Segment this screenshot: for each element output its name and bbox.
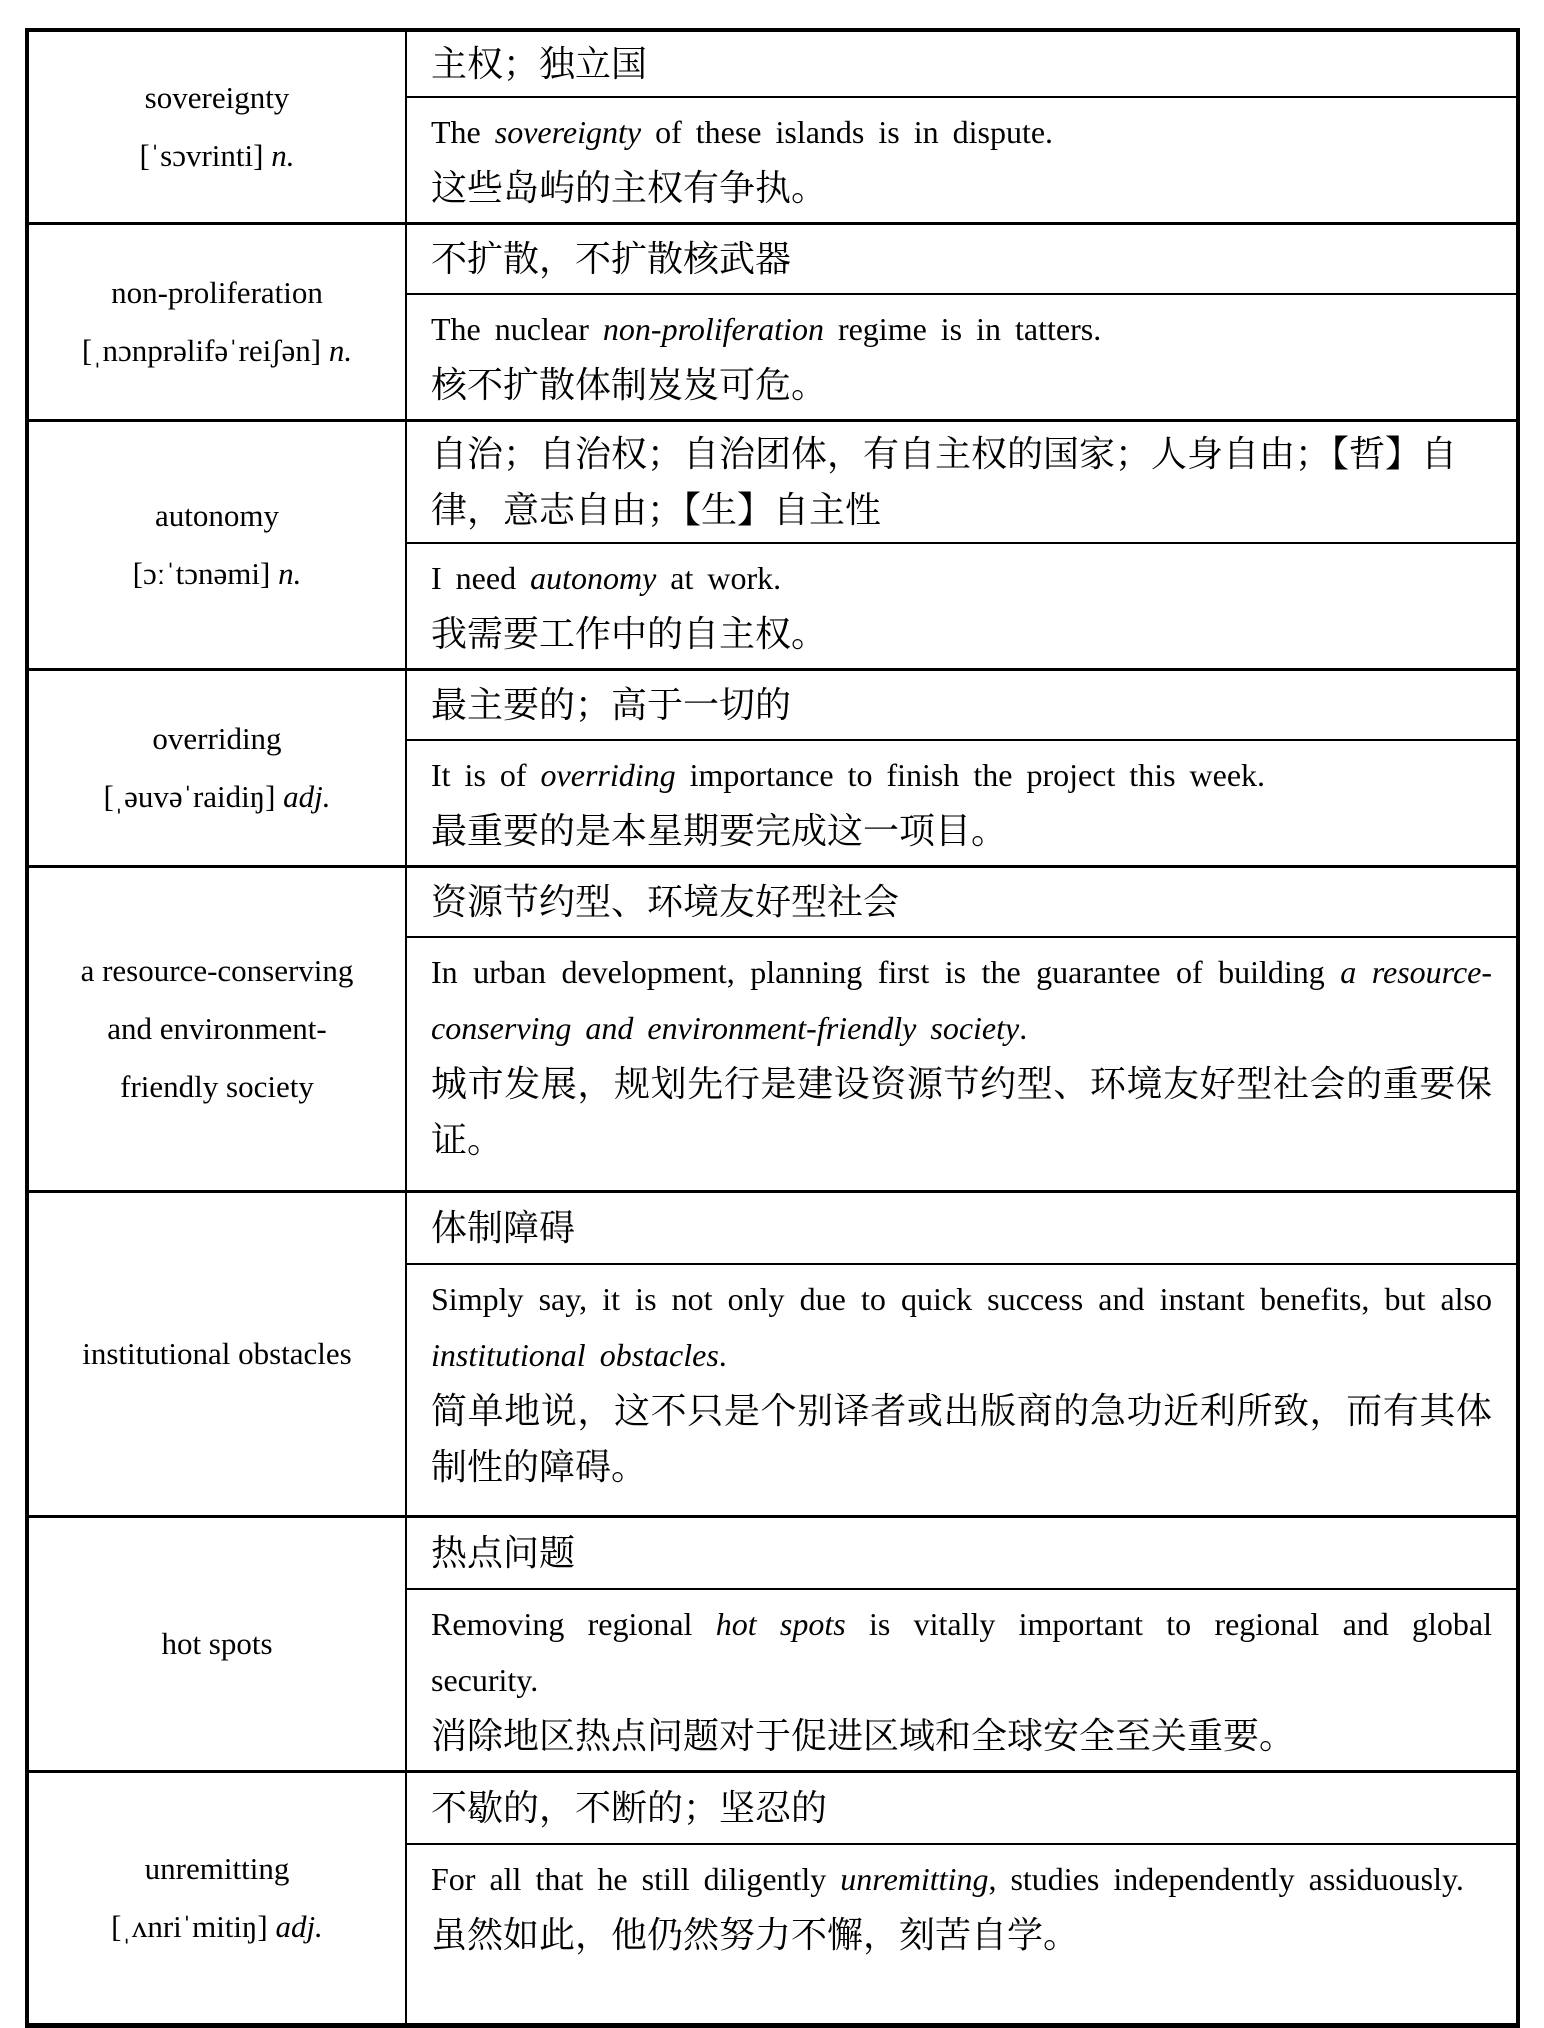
text: The nuclear <box>431 311 603 347</box>
example-english <box>431 944 1492 1056</box>
term-word <box>145 69 290 127</box>
example-cell <box>407 741 1516 865</box>
definition-example-column <box>407 422 1516 668</box>
definition-text: 不扩散，不扩散核武器 <box>431 239 792 279</box>
vocab-row <box>29 1190 1516 1515</box>
text: regime is in tatters. <box>823 311 1102 347</box>
term-cell <box>29 32 407 222</box>
text: The <box>431 114 495 150</box>
example-chinese: 我需要工作中的自主权。 <box>431 614 828 654</box>
text: [ˈsɔvrinti] <box>139 138 272 173</box>
text: a resource-conserving <box>80 953 354 988</box>
text: autonomy <box>155 498 279 533</box>
example-cell <box>407 1845 1516 2023</box>
definition-text: 热点问题 <box>431 1533 576 1573</box>
definition-text: 主权；独立国 <box>431 44 648 84</box>
example-english <box>431 1596 1492 1708</box>
example-cell <box>407 938 1516 1190</box>
text: non-proliferation <box>111 275 323 310</box>
italic-text: n. <box>278 556 302 591</box>
definition-cell <box>407 1518 1516 1590</box>
phonetic <box>103 768 330 826</box>
example-chinese: 虽然如此，他仍然努力不懈，刻苦自学。 <box>431 1915 1080 1955</box>
term-word <box>155 487 279 545</box>
definition-text: 资源节约型、环境友好型社会 <box>431 882 900 922</box>
definition-text: 体制障碍 <box>431 1208 576 1248</box>
definition-text: 不歇的，不断的；坚忍的 <box>431 1788 828 1828</box>
definition-cell <box>407 32 1516 98</box>
text: friendly society <box>120 1069 314 1104</box>
term-word <box>107 1000 327 1058</box>
term-word <box>152 710 281 768</box>
example-cell <box>407 1590 1516 1770</box>
vocab-row <box>29 668 1516 865</box>
italic-text: sovereignty <box>494 114 642 150</box>
example-cell <box>407 295 1516 419</box>
vocab-row <box>29 1770 1516 2023</box>
term-cell <box>29 671 407 865</box>
vocab-row <box>29 1515 1516 1770</box>
text: [ˌəuvəˈraidiŋ] <box>103 779 284 814</box>
term-word <box>81 942 354 1000</box>
text: [ˌnɔnprəlifəˈreiʃən] <box>81 333 329 368</box>
definition-cell <box>407 671 1516 741</box>
term-cell <box>29 868 407 1190</box>
definition-example-column <box>407 1773 1516 2023</box>
vocab-row <box>29 419 1516 668</box>
text: It is of <box>431 757 541 793</box>
text: In urban development, planning first is the guarantee of building <box>431 954 1341 990</box>
term-word <box>120 1058 314 1116</box>
text: [ɔːˈtɔnəmi] <box>132 556 279 591</box>
definition-example-column <box>407 1518 1516 1770</box>
definition-text: 最主要的；高于一切的 <box>431 685 792 725</box>
definition-cell <box>407 422 1516 544</box>
italic-text: institutional obstacles <box>431 1337 719 1373</box>
phonetic <box>133 545 302 603</box>
phonetic <box>140 127 295 185</box>
phonetic <box>111 1898 323 1956</box>
definition-example-column <box>407 671 1516 865</box>
term-cell <box>29 225 407 419</box>
term-word <box>145 1840 290 1898</box>
term-cell <box>29 1518 407 1770</box>
term-cell <box>29 422 407 668</box>
text: Removing regional <box>431 1606 716 1642</box>
italic-text: adj. <box>283 779 331 814</box>
vocab-row <box>29 222 1516 419</box>
text: sovereignty <box>144 80 290 115</box>
example-cell <box>407 1265 1516 1515</box>
text: , studies independently assiduously. <box>988 1861 1464 1897</box>
example-english <box>431 104 1492 160</box>
example-english <box>431 1851 1492 1907</box>
italic-text: n. <box>271 138 295 173</box>
italic-text: overriding <box>540 757 676 793</box>
definition-example-column <box>407 225 1516 419</box>
text: is vitally important to regional and global security. <box>431 1606 1493 1698</box>
italic-text: a resource-conserving and environment-friendly society <box>431 954 1493 1046</box>
italic-text: adj. <box>275 1909 323 1944</box>
example-chinese: 核不扩散体制岌岌可危。 <box>431 365 828 405</box>
text: [ˌʌnriˈmitiŋ] <box>111 1909 276 1944</box>
term-cell <box>29 1193 407 1515</box>
text: I need <box>431 560 531 596</box>
example-chinese: 城市发展，规划先行是建设资源节约型、环境友好型社会的重要保证。 <box>431 1064 1492 1160</box>
definition-text: 自治；自治权；自治团体，有自主权的国家；人身自由；【哲】自律，意志自由；【生】自主性 <box>431 434 1458 530</box>
example-english <box>431 747 1492 803</box>
text: and environment- <box>107 1011 327 1046</box>
italic-text: unremitting <box>840 1861 989 1897</box>
term-cell <box>29 1773 407 2023</box>
phonetic <box>82 322 352 380</box>
example-english <box>431 301 1492 357</box>
definition-example-column <box>407 32 1516 222</box>
vocab-row <box>29 865 1516 1190</box>
text: importance to finish the project this week. <box>675 757 1266 793</box>
text: For all that he still diligently <box>431 1861 841 1897</box>
italic-text: non-proliferation <box>602 311 824 347</box>
text: . <box>1019 1010 1028 1046</box>
definition-example-column <box>407 1193 1516 1515</box>
example-chinese: 最重要的是本星期要完成这一项目。 <box>431 811 1008 851</box>
italic-text: autonomy <box>530 560 657 596</box>
definition-cell <box>407 225 1516 295</box>
example-chinese: 简单地说，这不只是个别译者或出版商的急功近利所致，而有其体制性的障碍。 <box>431 1391 1492 1487</box>
text: . <box>718 1337 727 1373</box>
definition-cell <box>407 868 1516 938</box>
vocabulary-table <box>25 28 1520 2028</box>
term-word <box>111 264 323 322</box>
definition-cell <box>407 1773 1516 1845</box>
text: Simply say, it is not only due to quick success and instant benefits, but also <box>431 1281 1492 1317</box>
italic-text: n. <box>328 333 353 368</box>
example-chinese: 消除地区热点问题对于促进区域和全球安全至关重要。 <box>431 1716 1296 1756</box>
example-chinese: 这些岛屿的主权有争执。 <box>431 168 828 208</box>
text: at work. <box>656 560 782 596</box>
italic-text: hot spots <box>715 1606 846 1642</box>
vocab-row <box>29 32 1516 222</box>
example-english <box>431 1271 1492 1383</box>
text: institutional obstacles <box>82 1336 352 1371</box>
text: overriding <box>152 721 282 756</box>
term-word <box>161 1615 272 1673</box>
text: unremitting <box>144 1851 290 1886</box>
text: hot spots <box>161 1626 273 1661</box>
definition-example-column <box>407 868 1516 1190</box>
definition-cell <box>407 1193 1516 1265</box>
text: of these islands is in dispute. <box>641 114 1054 150</box>
example-cell <box>407 544 1516 668</box>
example-cell <box>407 98 1516 222</box>
term-word <box>82 1325 352 1383</box>
example-english <box>431 550 1492 606</box>
